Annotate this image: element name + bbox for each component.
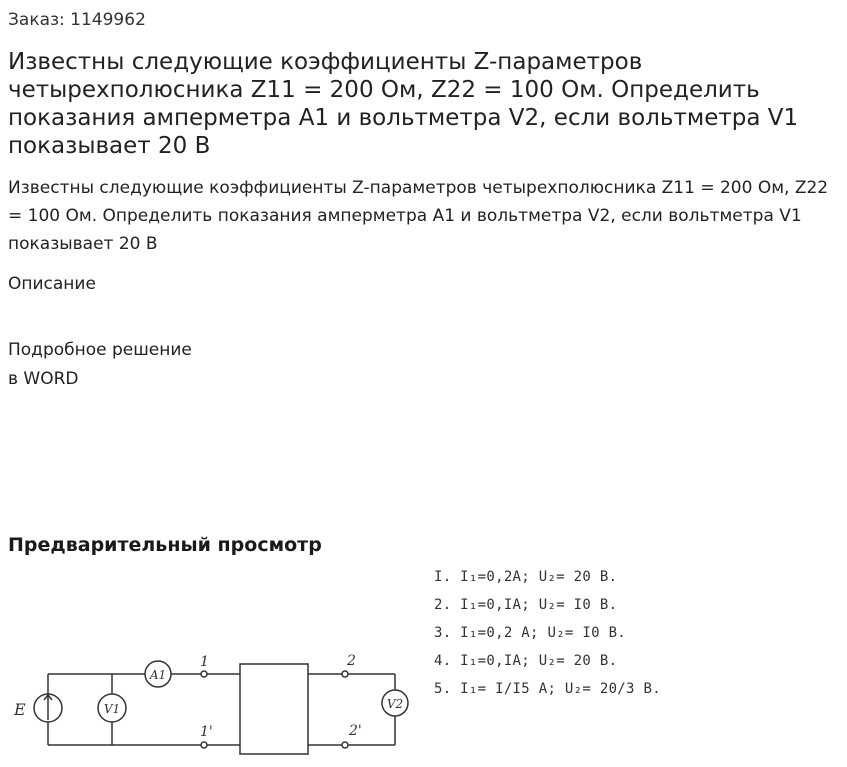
task-description: Известны следующие коэффициенты Z-параметров четырехполюсника Z11 = 200 Ом, Z22 = 100 Ом. Определить показания амперметра A1 и вольтметра V2, если вольтметра V1 показывает 20 В bbox=[8, 178, 829, 254]
voltmeter1-label: V1 bbox=[103, 702, 121, 716]
answer-option-4: 4. I₁=0,IA; U₂= 20 B. bbox=[434, 653, 618, 669]
ammeter-label: A1 bbox=[149, 668, 167, 682]
answer-option-5: 5. I₁= I/I5 A; U₂= 20/3 B. bbox=[434, 681, 661, 697]
ammeter-a1 bbox=[145, 661, 171, 687]
solution-note bbox=[8, 336, 192, 394]
source-symbol bbox=[34, 694, 62, 722]
preview-heading: Предварительный просмотр bbox=[8, 534, 322, 556]
solution-line-2: в WORD bbox=[8, 369, 79, 389]
order-number: Заказ: 1149962 bbox=[8, 10, 146, 30]
answer-option-2: 2. I₁=0,IA; U₂= I0 B. bbox=[434, 597, 618, 613]
node-1p-label: 1' bbox=[200, 724, 213, 740]
voltmeter-v1 bbox=[98, 694, 126, 722]
source-label: E bbox=[14, 700, 26, 719]
circuit-diagram bbox=[0, 560, 420, 760]
answer-option-3: 3. I₁=0,2 A; U₂= I0 B. bbox=[434, 625, 627, 641]
node-1-label: 1 bbox=[200, 654, 209, 670]
voltmeter2-label: V2 bbox=[386, 697, 404, 711]
voltmeter-v2 bbox=[382, 690, 408, 716]
terminals bbox=[201, 671, 348, 748]
description-label: Описание bbox=[8, 274, 96, 294]
node-2-label: 2 bbox=[347, 653, 356, 669]
answer-options bbox=[434, 563, 661, 703]
solution-line-1: Подробное решение bbox=[8, 340, 192, 360]
answer-option-1: I. I₁=0,2A; U₂= 20 B. bbox=[434, 569, 618, 585]
node-2p-label: 2' bbox=[349, 723, 362, 739]
page-title: Известны следующие коэффициенты Z-параметров четырехполюсника Z11 = 200 Ом, Z22 = 100 Ом. Определить показания амперметра A1 и вольтметра V2, если вольтметра V1 показывает 20 В bbox=[8, 49, 799, 159]
